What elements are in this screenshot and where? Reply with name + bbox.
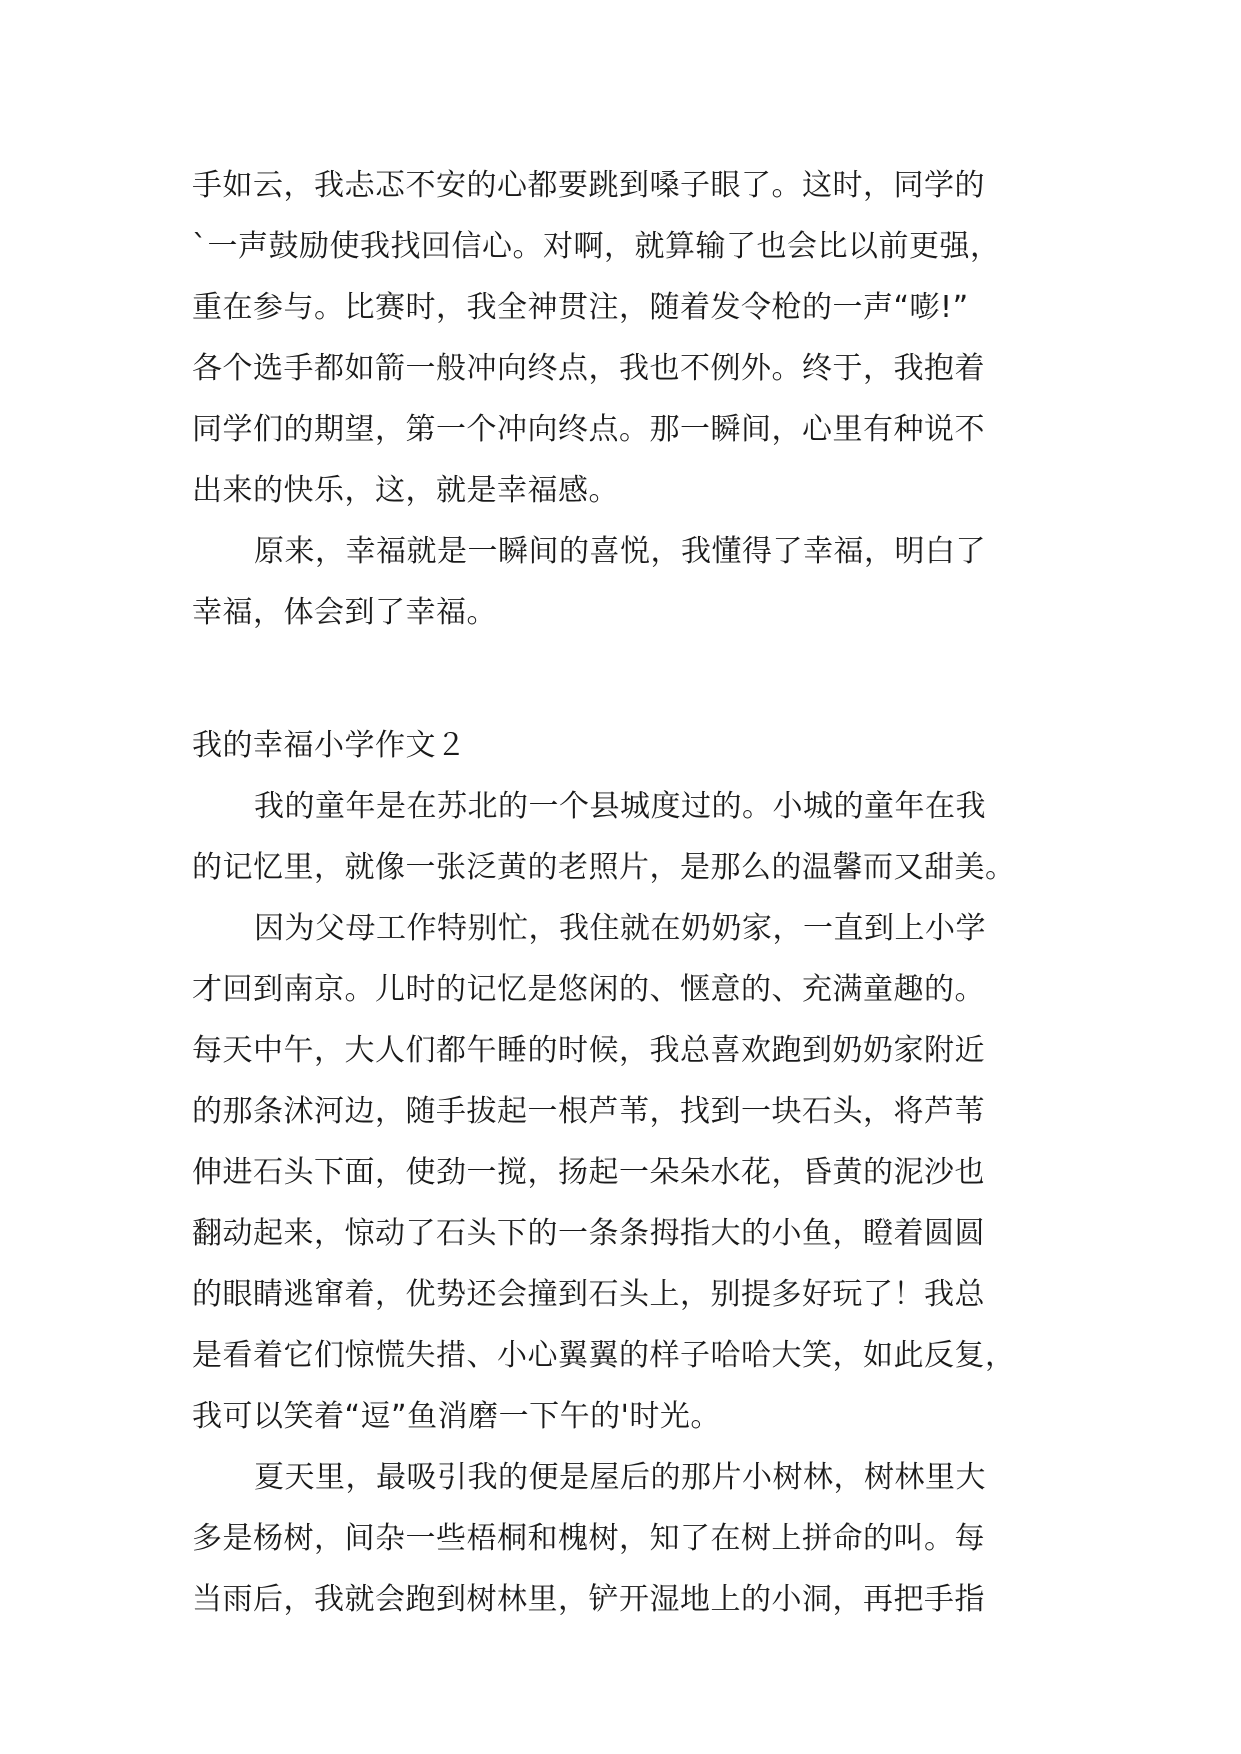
text-line: 出来的快乐，这，就是幸福感。 bbox=[192, 473, 619, 508]
document-body bbox=[192, 155, 1052, 1630]
paragraph-3 bbox=[192, 776, 1052, 898]
paragraph-4 bbox=[192, 898, 1052, 1447]
text-line: 重在参与。比赛时，我全神贯注，随着发令枪的一声“嘭!” bbox=[192, 290, 969, 325]
text-line: 翻动起来，惊动了石头下的一条条拇指大的小鱼，瞪着圆圆 bbox=[192, 1216, 985, 1251]
text-line: 幸福，体会到了幸福。 bbox=[192, 595, 497, 630]
paragraph-5 bbox=[192, 1447, 1052, 1630]
text-line: 的记忆里，就像一张泛黄的老照片，是那么的温馨而又甜美。 bbox=[192, 850, 1016, 885]
text-line: 当雨后，我就会跑到树林里，铲开湿地上的小洞，再把手指 bbox=[192, 1582, 985, 1617]
text-line: `一声鼓励使我找回信心。对啊，就算输了也会比以前更强， bbox=[192, 229, 1001, 264]
text-line: 才回到南京。儿时的记忆是悠闲的、惬意的、充满童趣的。 bbox=[192, 972, 985, 1007]
text-line: 原来，幸福就是一瞬间的喜悦，我懂得了幸福，明白了 bbox=[254, 534, 986, 569]
text-line: 每天中午，大人们都午睡的时候，我总喜欢跑到奶奶家附近 bbox=[192, 1033, 985, 1068]
paragraph-2 bbox=[192, 521, 1052, 643]
text-line: 多是杨树，间杂一些梧桐和槐树，知了在树上拼命的叫。每 bbox=[192, 1521, 985, 1556]
section-title: 我的幸福小学作文２ bbox=[192, 728, 467, 763]
text-line: 伸进石头下面，使劲一搅，扬起一朵朵水花，昏黄的泥沙也 bbox=[192, 1155, 985, 1190]
text-line: 手如云，我忐忑不安的心都要跳到嗓子眼了。这时，同学的 bbox=[192, 168, 985, 203]
text-line: 的那条沭河边，随手拔起一根芦苇，找到一块石头，将芦苇 bbox=[192, 1094, 985, 1129]
text-line: 的眼睛逃窜着，优势还会撞到石头上，别提多好玩了！我总 bbox=[192, 1277, 985, 1312]
text-line: 因为父母工作特别忙，我住就在奶奶家，一直到上小学 bbox=[254, 911, 986, 946]
text-line: 我的童年是在苏北的一个县城度过的。小城的童年在我 bbox=[254, 789, 986, 824]
text-line: 夏天里，最吸引我的便是屋后的那片小树林，树林里大 bbox=[254, 1460, 986, 1495]
paragraph-1 bbox=[192, 155, 1052, 521]
text-line: 是看着它们惊慌失措、小心翼翼的样子哈哈大笑，如此反复， bbox=[192, 1338, 1016, 1373]
text-line: 同学们的期望，第一个冲向终点。那一瞬间，心里有种说不 bbox=[192, 412, 985, 447]
text-line: 我可以笑着“逗”鱼消磨一下午的'时光。 bbox=[192, 1399, 721, 1434]
text-line: 各个选手都如箭一般冲向终点，我也不例外。终于，我抱着 bbox=[192, 351, 985, 386]
